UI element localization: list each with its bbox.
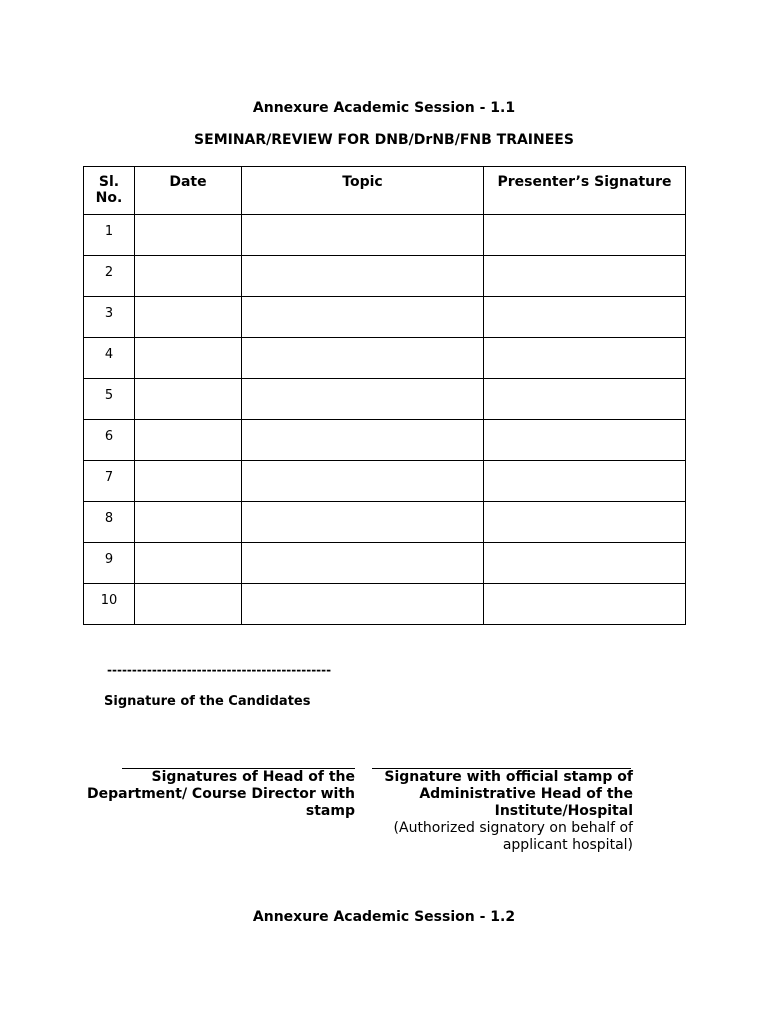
- admin-signature-note-2: applicant hospital): [502, 837, 633, 853]
- date-cell[interactable]: [135, 543, 242, 584]
- topic-cell[interactable]: [242, 461, 484, 502]
- admin-signature-text-1: Signature with official stamp of: [384, 769, 633, 785]
- signature-cell[interactable]: [484, 297, 686, 338]
- row-number: 6: [84, 420, 135, 461]
- header-presenter-signature: Presenter’s Signature: [484, 167, 686, 215]
- head-signature-block: [84, 769, 355, 820]
- signature-cell[interactable]: [484, 215, 686, 256]
- signature-cell[interactable]: [484, 338, 686, 379]
- row-number: 1: [84, 215, 135, 256]
- topic-cell[interactable]: [242, 215, 484, 256]
- date-cell[interactable]: [135, 379, 242, 420]
- row-number: 2: [84, 256, 135, 297]
- admin-signature-block: [362, 769, 633, 854]
- topic-cell[interactable]: [242, 543, 484, 584]
- topic-cell[interactable]: [242, 297, 484, 338]
- header-sl-line2: No.: [95, 190, 123, 206]
- signature-cell[interactable]: [484, 256, 686, 297]
- table-row: [84, 543, 686, 584]
- signature-cell[interactable]: [484, 420, 686, 461]
- table-row: [84, 420, 686, 461]
- table-row: [84, 297, 686, 338]
- row-number: 4: [84, 338, 135, 379]
- date-cell[interactable]: [135, 461, 242, 502]
- admin-signature-text-2: Administrative Head of the: [419, 786, 633, 802]
- topic-cell[interactable]: [242, 338, 484, 379]
- topic-cell[interactable]: [242, 256, 484, 297]
- signature-cell[interactable]: [484, 502, 686, 543]
- row-number: 3: [84, 297, 135, 338]
- table-header-row: [84, 167, 686, 215]
- date-cell[interactable]: [135, 502, 242, 543]
- form-subtitle: SEMINAR/REVIEW FOR DNB/DrNB/FNB TRAINEES: [194, 132, 574, 148]
- date-cell[interactable]: [135, 420, 242, 461]
- topic-cell[interactable]: [242, 502, 484, 543]
- admin-signature-text-3: Institute/Hospital: [494, 803, 633, 819]
- table-row: [84, 338, 686, 379]
- header-sl-line1: Sl.: [98, 174, 120, 190]
- table-row: [84, 461, 686, 502]
- signature-cell[interactable]: [484, 543, 686, 584]
- row-number: 8: [84, 502, 135, 543]
- topic-cell[interactable]: [242, 420, 484, 461]
- head-signature-text-3: stamp: [305, 803, 355, 819]
- row-number: 7: [84, 461, 135, 502]
- date-cell[interactable]: [135, 297, 242, 338]
- table-row: [84, 256, 686, 297]
- date-cell[interactable]: [135, 215, 242, 256]
- header-date: Date: [135, 167, 242, 215]
- row-number: 9: [84, 543, 135, 584]
- header-topic: Topic: [242, 167, 484, 215]
- header-sl-no: [84, 167, 135, 215]
- row-number: 10: [84, 584, 135, 625]
- candidate-signature-label: Signature of the Candidates: [104, 694, 311, 709]
- table-row: [84, 584, 686, 625]
- seminar-table: [83, 166, 686, 625]
- signature-cell[interactable]: [484, 584, 686, 625]
- signature-cell[interactable]: [484, 379, 686, 420]
- table-row: [84, 215, 686, 256]
- page-title: Annexure Academic Session - 1.1: [252, 100, 516, 116]
- admin-signature-note-1: (Authorized signatory on behalf of: [393, 820, 633, 836]
- date-cell[interactable]: [135, 256, 242, 297]
- row-number: 5: [84, 379, 135, 420]
- next-section-title: Annexure Academic Session - 1.2: [252, 909, 516, 925]
- signature-cell[interactable]: [484, 461, 686, 502]
- head-signature-text-2: Department/ Course Director with: [87, 786, 355, 802]
- date-cell[interactable]: [135, 338, 242, 379]
- date-cell[interactable]: [135, 584, 242, 625]
- head-signature-text-1: Signatures of Head of the: [151, 769, 355, 785]
- candidate-signature-line: ---------------------------------------------: [107, 663, 332, 677]
- topic-cell[interactable]: [242, 379, 484, 420]
- topic-cell[interactable]: [242, 584, 484, 625]
- table-row: [84, 502, 686, 543]
- table-row: [84, 379, 686, 420]
